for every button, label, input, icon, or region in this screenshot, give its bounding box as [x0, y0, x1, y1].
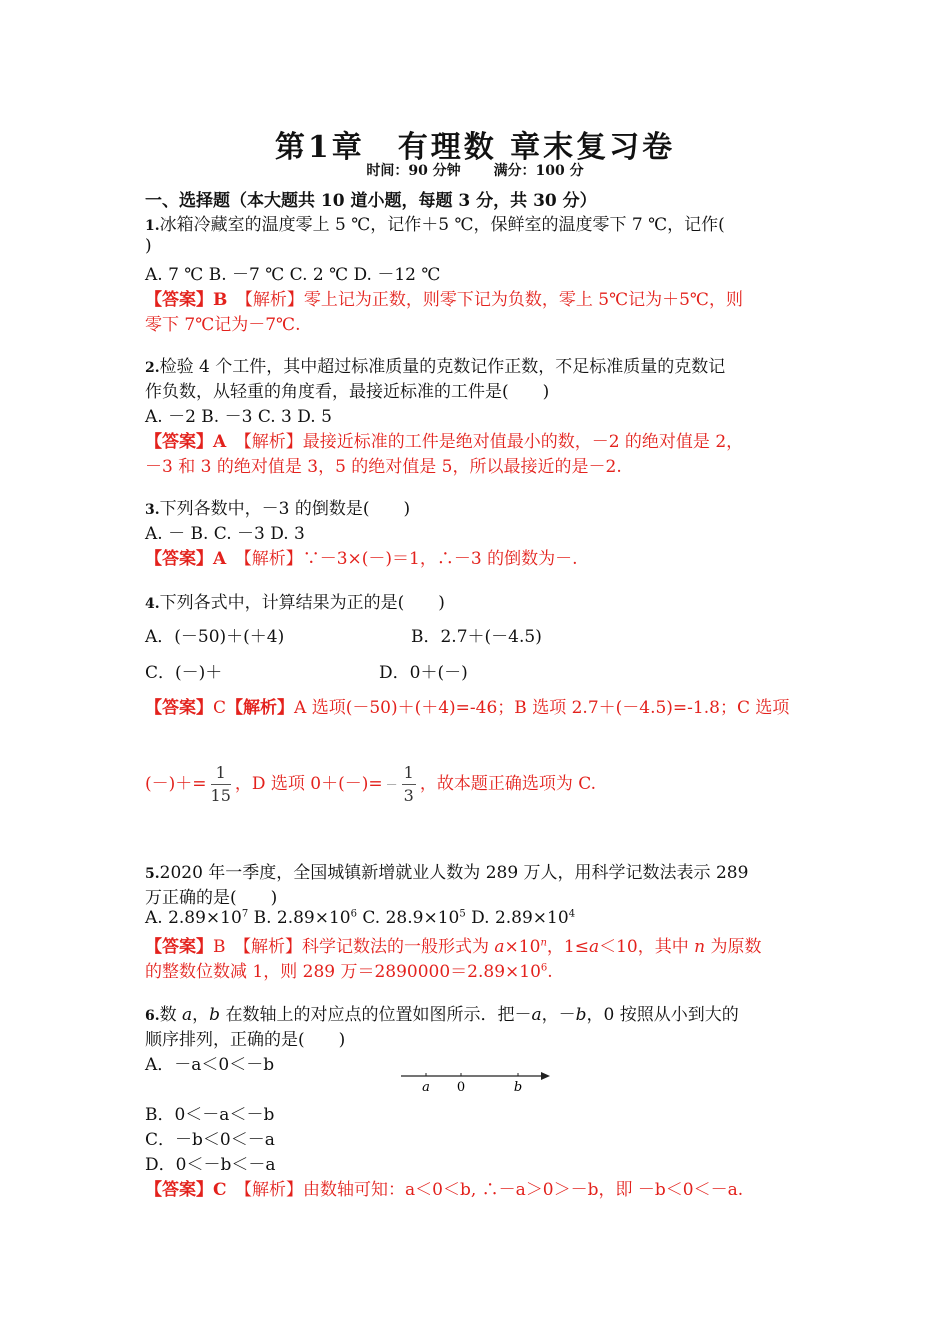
- q1-options: A. 7 ℃ B. －7 ℃ C. 2 ℃ D. －12 ℃: [145, 265, 441, 285]
- q2-stem-line1: [145, 352, 725, 377]
- q5-var-n: n: [694, 937, 706, 957]
- q5-analysis-part1: 科学记数法的一般形式为: [302, 937, 495, 957]
- q4-fraction-1-3: [402, 762, 416, 807]
- q4-answer-value: C: [213, 698, 227, 718]
- q5-text: 2020 年一季度，全国城镇新增就业人数为 289 万人，用科学记数法表示 289: [159, 863, 749, 883]
- q2-options: A. －2 B. －3 C. 3 D. 5: [145, 407, 332, 427]
- q6-text-part2: ，: [192, 1005, 210, 1025]
- q4-frac1-numerator: 1: [211, 762, 231, 785]
- q4-analysis-label: 【解析】: [226, 698, 295, 718]
- q4-answer-line1: [145, 693, 789, 718]
- q5-answer-line1: [145, 932, 762, 957]
- q4-number: 4.: [145, 596, 160, 612]
- q6-var-b: b: [209, 1005, 221, 1025]
- q1-answer-line1: [145, 285, 743, 310]
- q5-option-d-exp: 4: [568, 908, 576, 920]
- q4-stem: [145, 588, 445, 613]
- axis-label-a: a: [422, 1080, 430, 1095]
- q5-analysis-exp: 6: [540, 962, 548, 974]
- q5-analysis-part4: ＜10，其中: [599, 937, 695, 957]
- q2-analysis-label: 【解析】: [243, 432, 303, 452]
- q1-analysis-line2: 零下 7℃记为－7℃.: [145, 315, 301, 335]
- axis-label-b: b: [513, 1080, 523, 1095]
- q2-stem-line2: 作负数，从轻重的角度看，最接近标准的工件是( ): [145, 382, 550, 402]
- q4-frac2-numerator: 1: [402, 762, 416, 785]
- q4-frac1-denominator: 15: [210, 786, 231, 805]
- q4-analysis-part1: (－)＋=: [145, 774, 207, 794]
- exam-meta: [0, 160, 950, 180]
- q6-answer: [145, 1175, 743, 1200]
- q5-option-a: [145, 908, 248, 928]
- q4-analysis-part2: ，D 选项 0＋(－)=: [234, 774, 383, 794]
- q4-analysis-text: A 选项(－50)＋(＋4)=-46；B 选项 2.7＋(－4.5)=-1.8；C 选项: [294, 698, 790, 718]
- q6-var-b2: b: [575, 1005, 587, 1025]
- exam-time: 时间：90 分钟: [366, 163, 461, 179]
- q5-option-c: [362, 908, 465, 928]
- q5-var-a: a: [494, 937, 505, 957]
- q5-option-d: [471, 908, 575, 928]
- q5-option-a-exp: 7: [241, 908, 249, 920]
- q5-option-d-base: D. 2.89×10: [471, 908, 569, 928]
- q6-var-a2: a: [531, 1005, 542, 1025]
- q5-number: 5.: [145, 866, 160, 882]
- q5-analysis-label: 【解析】: [242, 937, 302, 957]
- q3-options: A. － B. C. －3 D. 3: [145, 524, 305, 544]
- q2-analysis-text: 最接近标准的工件是绝对值最小的数，－2 的绝对值是 2，: [302, 432, 744, 452]
- q4-answer-label: 【答案】: [145, 698, 213, 718]
- q4-option-b: B．2.7＋(－4.5): [411, 627, 542, 647]
- number-line-arrow-icon: [541, 1072, 550, 1080]
- q5-option-c-base: C. 28.9×10: [362, 908, 460, 928]
- q2-answer-line1: [145, 427, 743, 452]
- q5-answer-label: 【答案】: [145, 937, 213, 957]
- q5-var-n-exp: n: [540, 937, 547, 949]
- q2-answer-label: 【答案】A: [145, 432, 227, 452]
- q5-answer-value: B: [213, 937, 226, 957]
- q1-answer-label: 【答案】B: [145, 290, 228, 310]
- q5-option-b: [254, 908, 357, 928]
- q4-option-a: A．(－50)＋(＋4): [145, 627, 285, 647]
- q6-text-part1: 数: [159, 1005, 183, 1025]
- q1-stem-line2: ): [145, 236, 152, 256]
- q6-analysis-text: 由数轴可知：a＜0＜b, ∴－a＞0＞－b，即 －b＜0＜－a.: [303, 1180, 744, 1200]
- q6-text-part3: 在数轴上的对应点的位置如图所示．把－: [220, 1005, 532, 1025]
- axis-label-0: 0: [456, 1080, 466, 1095]
- q5-option-b-base: B. 2.89×10: [253, 908, 351, 928]
- q6-option-c: C．－b＜0＜－a: [145, 1130, 275, 1150]
- q2-number: 2.: [145, 360, 160, 376]
- q5-analysis-part5: 为原数: [705, 937, 762, 957]
- q5-option-c-exp: 5: [459, 908, 466, 920]
- q1-number: 1.: [145, 218, 160, 234]
- q5-analysis-end: .: [547, 962, 553, 982]
- exam-score: 满分：100 分: [493, 163, 584, 179]
- section-heading: 一、选择题（本大题共 10 道小题，每题 3 分，共 30 分）: [145, 191, 597, 211]
- q5-analysis-line2: [145, 957, 553, 982]
- number-line-figure: [395, 1064, 555, 1096]
- q5-options: [145, 908, 575, 928]
- q6-option-b: B．0＜－a＜－b: [145, 1105, 275, 1125]
- q5-var-a2: a: [588, 937, 600, 957]
- q5-analysis-part3: ，1≤: [546, 937, 589, 957]
- q6-option-d: D．0＜－b＜－a: [145, 1155, 276, 1175]
- q4-text: 下列各式中，计算结果为正的是( ): [159, 593, 445, 613]
- page-title: 第1章 有理数 章末复习卷: [274, 130, 676, 165]
- q6-text-part5: ，0 按照从小到大的: [586, 1005, 739, 1025]
- q5-analysis-part2: ×10: [504, 937, 541, 957]
- q5-stem-line1: [145, 858, 748, 883]
- q3-answer: [145, 544, 577, 569]
- q3-analysis-label: 【解析】: [243, 549, 303, 569]
- q6-answer-label: 【答案】C: [145, 1180, 227, 1200]
- q5-option-a-base: A. 2.89×10: [145, 908, 242, 928]
- q5-analysis-part6: 的整数位数减 1，则 289 万＝2890000＝2.89×10: [145, 962, 541, 982]
- q4-option-c: C．(－)＋: [145, 663, 223, 683]
- q4-analysis-part3: ，故本题正确选项为 C.: [419, 774, 597, 794]
- q1-analysis-label: 【解析】: [244, 290, 304, 310]
- q4-analysis-line2: [145, 762, 596, 807]
- q6-var-a: a: [182, 1005, 193, 1025]
- q6-text-part4: ，－: [541, 1005, 576, 1025]
- q3-number: 3.: [145, 502, 160, 518]
- q4-option-d: D．0＋(－): [379, 663, 468, 683]
- q4-fraction-1-15: [211, 762, 231, 807]
- q4-frac2-denominator: 3: [403, 786, 414, 805]
- q6-stem-line1: [145, 1000, 739, 1025]
- q3-text: 下列各数中，－3 的倒数是( ): [159, 499, 411, 519]
- q1-text: 冰箱冷藏室的温度零上 5 ℃，记作＋5 ℃，保鲜室的温度零下 7 ℃，记作(: [159, 215, 725, 235]
- q3-answer-label: 【答案】A: [145, 549, 227, 569]
- q6-stem-line2: 顺序排列，正确的是( ): [145, 1030, 346, 1050]
- q1-analysis-text: 零上记为正数，则零下记为负数，零上 5℃记为＋5℃，则: [303, 290, 743, 310]
- q1-stem-line1: [145, 210, 725, 235]
- q3-analysis-text: ∵－3×(－)＝1，∴－3 的倒数为－.: [302, 549, 578, 569]
- q6-analysis-label: 【解析】: [243, 1180, 304, 1200]
- q6-number: 6.: [145, 1008, 160, 1024]
- q3-stem: [145, 494, 410, 519]
- q4-minus-sign: －: [385, 778, 398, 792]
- q5-stem-line2: 万正确的是( ): [145, 888, 278, 908]
- q2-analysis-line2: －3 和 3 的绝对值是 3，5 的绝对值是 5，所以最接近的是－2.: [145, 457, 622, 477]
- q5-option-b-exp: 6: [350, 908, 357, 920]
- q2-text: 检验 4 个工件，其中超过标准质量的克数记作正数，不足标准质量的克数记: [159, 357, 726, 377]
- q6-option-a: A．－a＜0＜－b: [145, 1055, 275, 1075]
